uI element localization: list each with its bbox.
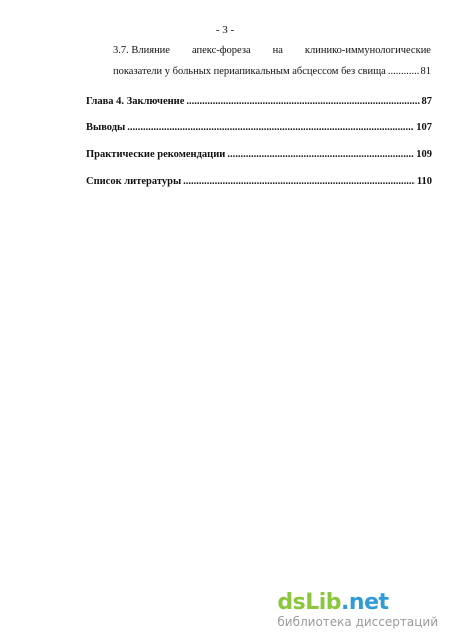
toc-page-number: 81 bbox=[420, 66, 431, 77]
toc-entry-conclusions[interactable] bbox=[86, 121, 432, 135]
watermark-logo-lib: Lib bbox=[305, 590, 342, 615]
toc-leader-dots bbox=[127, 121, 414, 135]
toc-leader-dots bbox=[388, 65, 419, 79]
toc-entry-label: Выводы bbox=[86, 122, 126, 133]
page-number: - 3 - bbox=[215, 24, 235, 36]
toc-subsection-word: на bbox=[272, 45, 283, 56]
toc-subsection-label: показатели у больных периапикальным абсцессом без свища bbox=[113, 66, 386, 77]
toc-entry-label: Глава 4. Заключение bbox=[86, 96, 185, 107]
watermark-logo-dot: . bbox=[341, 590, 349, 615]
toc-entry-label: Список литературы bbox=[86, 176, 182, 187]
toc-page-number: 109 bbox=[416, 149, 432, 160]
toc-subsection-word: 3.7. Влияние bbox=[113, 45, 170, 56]
toc-entry-chapter-4[interactable] bbox=[86, 95, 432, 109]
toc-page-number: 107 bbox=[416, 122, 432, 133]
toc-subsection-line1 bbox=[113, 44, 431, 58]
toc-entry-recommendations[interactable] bbox=[86, 148, 432, 162]
watermark bbox=[277, 592, 438, 629]
toc-page-number: 110 bbox=[416, 176, 432, 187]
toc-subsection-word: апекс-фореза bbox=[191, 45, 251, 56]
toc-leader-dots bbox=[227, 148, 414, 162]
watermark-logo-ds: ds bbox=[277, 590, 306, 615]
watermark-logo bbox=[277, 592, 438, 614]
toc-leader-dots bbox=[186, 95, 419, 109]
toc-page-number: 87 bbox=[421, 96, 432, 107]
toc-subsection-line2[interactable] bbox=[113, 65, 431, 79]
toc-entry-label: Практические рекомендации bbox=[86, 149, 226, 160]
toc-subsection-word: клинико-иммунологические bbox=[304, 45, 431, 56]
watermark-tagline: библиотека диссертаций bbox=[277, 615, 438, 629]
watermark-logo-net: net bbox=[348, 590, 389, 615]
toc-leader-dots bbox=[183, 175, 415, 189]
toc-entry-bibliography[interactable] bbox=[86, 175, 432, 189]
